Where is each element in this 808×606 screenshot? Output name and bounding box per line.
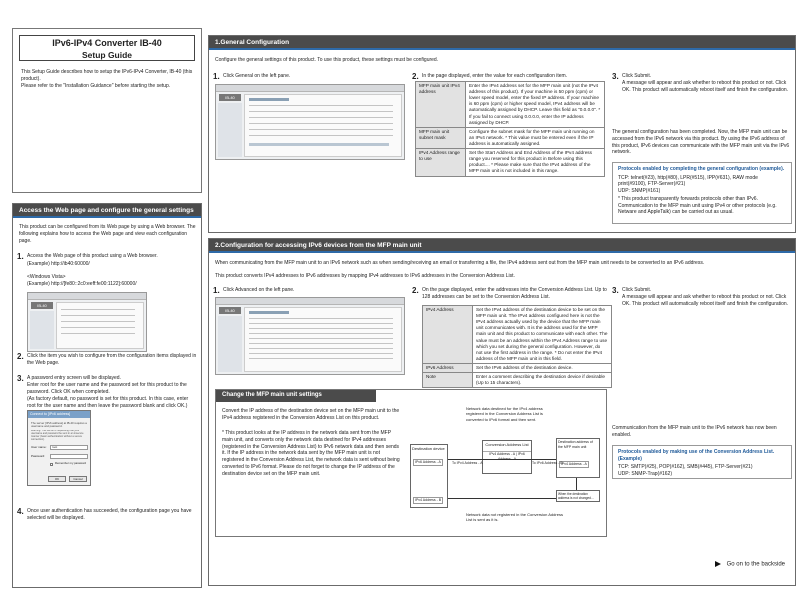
access-intro: This product can be configured from its Web page by using a Web browser. The following explains how to access the Web page and view each configuration page. [19, 224, 196, 244]
general-step3-num: 3. [612, 72, 619, 81]
dialog-remember-checkbox[interactable] [50, 463, 53, 466]
conversion-list-label: Conversion Address List [485, 442, 529, 447]
access-win-label: <Windows Vista> [27, 274, 66, 280]
general-intro: Configure the general settings of this product. To use this product, these settings must be configured. [215, 57, 439, 63]
table-key: MFP main unit IPv4 address [416, 82, 466, 128]
table-row [423, 306, 612, 364]
conversion-list-box [482, 440, 532, 474]
access-step3-num: 3. [17, 374, 24, 383]
general-step3-a: Click Submit. [622, 73, 652, 79]
diagram-arrow-top [448, 459, 556, 460]
table-value: Set the IPv6 address of the destination device. [473, 363, 612, 372]
access-step2: Click the item you wish to configure from the configuration items displayed in the Web page. [27, 353, 197, 366]
ipv6-step3-a: Click Submit. [622, 287, 652, 293]
table-row [423, 373, 612, 388]
access-header: Access the Web page and configure the general settings [13, 204, 201, 218]
dialog-remember-label: Remember my password [55, 461, 87, 465]
cover-title-box [19, 35, 195, 61]
dialog-user-label: User name: [31, 445, 47, 449]
diagram-bottom-label: Network data not registered in the Conversion Address List is sent as it is. [466, 512, 563, 523]
ipv6-step3-num: 3. [612, 286, 619, 295]
cover-desc-2: Please refer to the "Installation Guidance" before starting the setup. [21, 83, 171, 89]
table-row [416, 82, 605, 128]
table-row [416, 149, 605, 176]
access-step4: Once user authentication has succeeded, the configuration page you have selected will be displayed. [27, 508, 192, 521]
general-done: The general configuration has been completed. Now, the MFP main unit can be accessed from the IPv6 network via this product. By using the IPv6 address of this product, IPv6 devices can communicate with the MFP main unit via the IPv6 network. [612, 129, 790, 156]
table-value: Enter a comment describing the destination device if desirable (Up to 15 characters). [473, 373, 612, 388]
access-screenshot-1: IB-40 [27, 292, 147, 352]
cover-title: IPv6-IPv4 Converter IB-40 [52, 38, 162, 48]
diagram-to-a: To IPv4 Address - A [452, 461, 483, 465]
destination-device-v6a: IPv6 Address - A [415, 460, 441, 464]
access-step1-num: 1. [17, 252, 24, 261]
ipv6-proto-head: Protocols enabled by making use of the Conversion Address List. (Example) [618, 449, 775, 462]
general-proto-tcp: TCP: telnet(#23), http(#80), LPR(#515), IPP(#631), RAW mode print(#9100), FTP-Server(#21) [618, 174, 758, 187]
mfp-destination-label: Destination address of the MFP main unit [558, 440, 593, 449]
conversion-list-row: IPv4 Address - A | IPv6 [483, 451, 531, 461]
arrow-right-icon [715, 561, 721, 567]
dialog-pass-input[interactable] [50, 454, 88, 459]
table-row [416, 127, 605, 148]
next-page-link[interactable] [715, 561, 785, 569]
general-screenshot: IB-40 [215, 84, 405, 160]
ipv6-step1-num: 1. [213, 286, 220, 295]
access-panel [12, 203, 202, 588]
general-step1: Click General on the left pane. [223, 73, 291, 79]
access-step1: Access the Web page of this product using a Web browser. [27, 253, 158, 259]
change-text: Convert the IP address of the destination device set on the MFP main unit to the IPv4 address registered in the Conversion Address List on this product. [222, 408, 400, 421]
table-value: Configure the subnet mask for the MFP main unit running on an IPv4 network. * This value must be entered even if the IP address is automatically assigned. [466, 127, 605, 148]
general-step1-num: 1. [213, 72, 220, 81]
diagram-to-b: To IPv6 Address - B [532, 461, 563, 465]
ipv6-step1: Click Advanced on the left pane. [223, 287, 295, 293]
diagram-when-label: When the destination address is not changed... [558, 492, 594, 501]
destination-device-box [410, 444, 448, 508]
access-ex2: (Example) http://[fe80::2c0:eeff:fe00:1122]:60000/ [27, 281, 137, 287]
general-step3-b: A message will appear and ask whether to reboot this product or not. Click OK. This product will automatically reboot itself and finish the configuration. [622, 80, 789, 93]
general-proto-box [612, 162, 792, 224]
ipv6-proto-udp: UDP: SNMP-Trap(#162) [618, 470, 672, 477]
table-value: Set the IPv4 address of the destination device to be set on the MFP main unit. The IPv4 address configured here is not the IPv4 address actually used by the device that the MFP main unit communicates with. It is the address used for the MFP main unit and this product to communicate with each other. The value must be an address within the IPv4 Address range to use which you set during the general configuration. However, do not use the first address in the range. * Do not enter the IPv4 address of the MFP main unit in this field. [473, 306, 612, 364]
conversion-diagram [406, 406, 602, 534]
destination-device-label: Destination device [412, 446, 445, 451]
ipv6-proto-box [612, 445, 792, 479]
ipv6-comm-done: Communication from the MFP main unit to the IPv6 network has now been enabled. [612, 425, 777, 438]
dialog-title: Connect to [IPv6 address] [28, 411, 90, 418]
access-step2-num: 2. [17, 352, 24, 361]
table-key: IPv4 Address range to use [416, 149, 466, 176]
general-step2-num: 2. [412, 72, 419, 81]
table-row [423, 363, 612, 372]
general-proto-udp: UDP: SNMP(#161) [618, 187, 661, 194]
dialog-text-2: Warning: This server is requesting that your username and password be sent in an insecure manner (basic authentication without a secure connection). [31, 430, 84, 441]
conversion-list-v6a: IPv6 [517, 452, 525, 457]
cover-subtitle: Setup Guide [81, 49, 133, 60]
ipv6-step3-b: A message will appear and ask whether to reboot this product or not. Click OK. This product will automatically reboot itself and finish the configuration. [622, 294, 789, 307]
table-key: IPv4 Address [423, 306, 473, 364]
diagram-top-label: Network data destined for the IPv4 address registered in the Conversion Address List is converted to IPv6 format and then sent. [466, 406, 543, 422]
access-step3-c: (As factory default, no password is set for this product. In this case, enter root for the user name and then leave the password blank and click OK.) [27, 396, 189, 409]
ipv6-screenshot: IB-40 [215, 297, 405, 375]
destination-device-v4b: IPv4 Address - B [415, 498, 442, 502]
general-proto-note: * This product transparently forwards protocols other than IPv6. Communication to the MFP main unit using IPv4 or other protocols (e.g. Netware and AppleTalk) can be carried out as usual. [618, 196, 777, 215]
ipv6-intro-1: When communicating from the MFP main unit to an IPv6 network such as when sending/receiving an email or transferring a file, the IPv4 address sent out from the MFP main unit needs to be converted to an IPv6 address. [215, 260, 705, 266]
dialog-user-input[interactable]: root [50, 445, 88, 450]
cover-desc-1: This Setup Guide describes how to setup the IPv6-IPv4 Converter, IB-40 (this product). [21, 69, 193, 82]
general-step2: In the page displayed, enter the value for each configuration item. [422, 73, 568, 79]
ipv6-step2-num: 2. [412, 286, 419, 295]
table-key: MFP main unit subnet mask [416, 127, 466, 148]
ipv6-header: 2.Configuration for accessing IPv6 devices from the MFP main unit [209, 239, 795, 253]
ipv6-step2: On the page displayed, enter the addresses into the Conversion Address List. Up to 128 addresses can be set to the Conversion Address List. [422, 287, 607, 300]
ipv6-proto-tcp: TCP: SMTP(#25), POP(#162), SMB(#445), FTP-Server(#21) [618, 464, 753, 470]
dialog-ok-button[interactable]: OK [48, 476, 66, 482]
general-proto-head: Protocols enabled by completing the general configuration (example). [618, 166, 785, 172]
change-panel [215, 389, 607, 537]
ipv6-table [422, 305, 612, 388]
general-header: 1.General Configuration [209, 36, 795, 50]
general-panel [208, 35, 796, 233]
password-dialog [27, 410, 91, 486]
mfp-destination-box [556, 438, 600, 478]
dialog-cancel-button[interactable]: Cancel [69, 476, 87, 482]
dialog-pass-label: Password: [31, 454, 46, 458]
general-table [415, 81, 605, 177]
ipv6-intro-2: This product converts IPv4 addresses to IPv6 addresses by mapping IPv4 addresses to IPv6 addresses in the Conversion Address List. [215, 273, 515, 279]
access-ex1: (Example) http://ib40:60000/ [27, 261, 90, 267]
table-key: Note [423, 373, 473, 388]
diagram-when-box [556, 490, 600, 502]
cover-panel [12, 28, 202, 193]
change-note: * This product looks at the IP address in the network data sent from the MFP main unit, and converts only the network data destined for IPv4 addresses (registered in the Conversion Address List) to IPv6 network data and then sends it. If the IP address in the network data sent by the MFP main unit is not registered in the Conversion Address List, the network data is sent without being converted to IPv6 format. Please do not forget to change the IP address of the destination device set on the MFP main unit. [222, 430, 400, 477]
table-value: Enter the IPv4 address set for the MFP main unit (not the IPv4 address of this product). If your machine is 50 ppm (cpm) or lower speed model, enter the fixed IP address. If your machine is 60 ppm (cpm) or higher speed model, IPv4 address will be automatically assigned by DHCP. Leave this field as "0.0.0.0". * If you fail to connect using 0.0.0.0, enter the IP address assigned by DHCP. [466, 82, 605, 128]
dialog-text-1: The server [IPv6 address] at IB-40 requires a username and password. [31, 421, 87, 429]
access-step4-num: 4. [17, 507, 24, 516]
conversion-list-v4a: IPv4 Address - A [489, 452, 515, 457]
access-step3-a: A password entry screen will be displayed. [27, 375, 121, 381]
ipv6-panel [208, 238, 796, 586]
mfp-destination-v4a: IPv4 Address - A [561, 462, 587, 466]
access-step3-b: Enter root for the user name and the password set for this product to the password. Click OK when completed. [27, 382, 187, 395]
table-value: Set the Start Address and End Address of the IPv4 address range you reserved for this product in Before using this product.... * Please make sure that the IPv4 address of the MFP main unit is not included in this range. [466, 149, 605, 176]
table-key: IPv6 Address [423, 363, 473, 372]
change-header: Change the MFP main unit settings [216, 390, 376, 402]
next-page-label: Go on to the backside [726, 561, 785, 568]
